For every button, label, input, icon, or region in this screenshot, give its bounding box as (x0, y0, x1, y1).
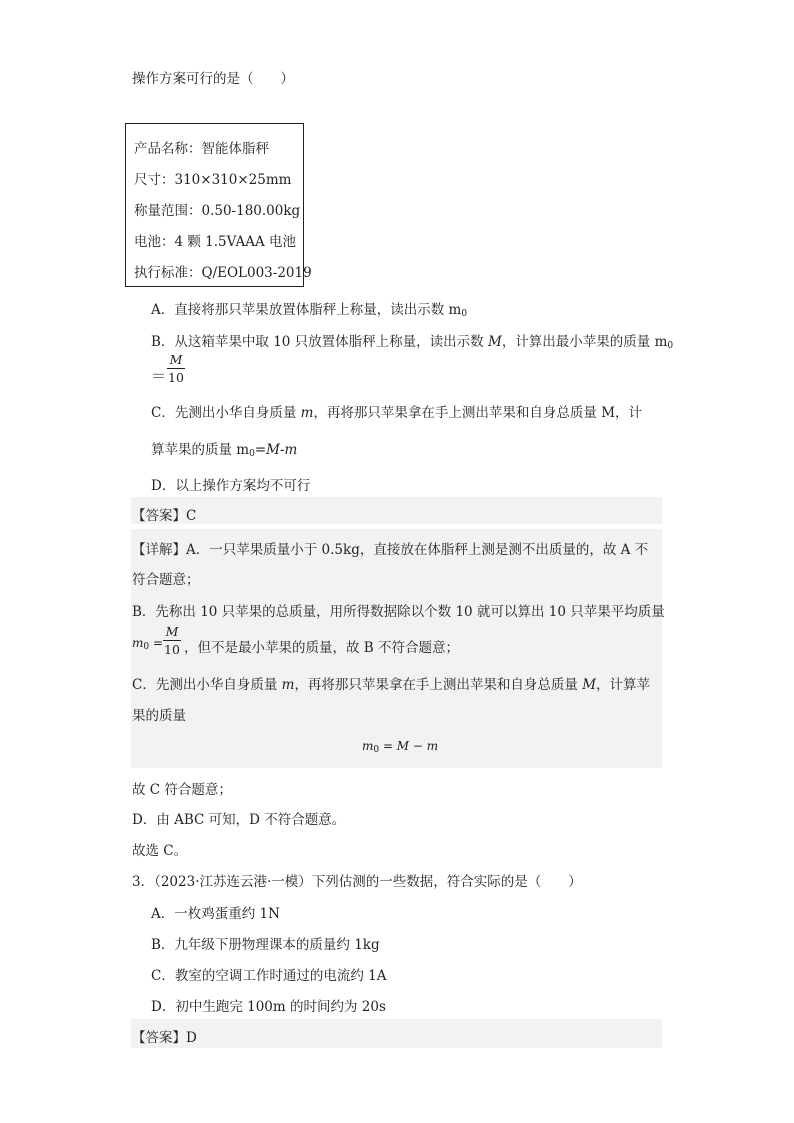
detail-line-3: B．先称出 10 只苹果的总质量，用所得数据除以个数 10 就可以算出 10 只苹果平均质量 (132, 604, 665, 620)
option-c2-sub: 0 (249, 449, 255, 459)
product-spec-box (125, 123, 312, 287)
spec-line-standard: 执行标准：Q/EOL003-2019 (134, 265, 312, 281)
q3-stem: 3．（2023·江苏连云港·一模）下列估测的一些数据，符合实际的是（ ） (132, 874, 582, 890)
detail-eq-rest: = M − m (379, 739, 439, 753)
option-a-text: A．直接将那只苹果放置体脂秤上称量，读出示数 m (151, 302, 462, 318)
option-b-fraction-num: M (169, 352, 183, 367)
option-c2-eq: = (254, 442, 267, 458)
detail-line-4-end: ，但不是最小苹果的质量，故 B 不符合题意； (184, 640, 460, 656)
detail-fraction-bar (163, 640, 181, 641)
option-b-var: M (487, 334, 502, 350)
q3-option-a: A．一枚鸡蛋重约 1N (151, 906, 280, 922)
detail-fraction (163, 624, 181, 657)
detail-l5-var2: M (582, 677, 597, 693)
question-intro: 操作方案可行的是（ ） (132, 71, 294, 87)
detail-l4-eq: = (149, 636, 163, 650)
option-b-end: ，计算出最小苹果的质量 m (501, 334, 668, 350)
q3-option-b: B．九年级下册物理课本的质量约 1kg (151, 937, 380, 953)
detail-l5-text: C．先测出小华自身质量 (132, 677, 282, 693)
option-c-end: ，再将那只苹果拿在手上测出苹果和自身总质量 M，计 (313, 405, 643, 421)
conclusion-d: D．由 ABC 可知，D 不符合题意。 (132, 812, 346, 828)
detail-l4-sub: 0 (143, 642, 150, 652)
option-d: D．以上操作方案均不可行 (151, 478, 311, 494)
option-c2-expr: M-m (266, 442, 298, 458)
option-a (151, 298, 467, 319)
spec-line-size: 尺寸：310×310×25mm (134, 172, 292, 188)
detail-line-1: 【详解】A．一只苹果质量小于 0.5kg，直接放在体脂秤上测是测不出质量的，故 A 不 (132, 542, 649, 558)
spec-line-battery: 电池：4 颗 1.5VAAA 电池 (134, 234, 297, 250)
conclusion-choose: 故选 C。 (132, 843, 188, 859)
option-a-sub: 0 (461, 309, 468, 319)
option-c-line2 (151, 438, 297, 459)
option-b-fraction-bar (167, 368, 185, 369)
option-c2-text: 算苹果的质量 m (151, 442, 250, 458)
detail-l5-var: m (281, 677, 295, 693)
option-c-var: m (300, 405, 314, 421)
option-c-line1 (151, 401, 642, 421)
option-b-fraction (167, 352, 185, 385)
detail-line-5 (132, 673, 650, 693)
option-b-sub: 0 (667, 341, 674, 351)
q3-option-d: D．初中生跑完 100m 的时间约为 20s (151, 999, 386, 1015)
spec-line-range: 称量范围：0.50-180.00kg (134, 203, 301, 219)
option-b-text: B．从这箱苹果中取 10 只放置体脂秤上称量，读出示数 (151, 334, 488, 350)
detail-fraction-num: M (165, 624, 179, 639)
option-b-fraction-den: 10 (168, 370, 184, 385)
answer-1: 【答案】C (132, 508, 197, 524)
q3-answer-shade (131, 1019, 662, 1048)
detail-l4-var: m (132, 636, 144, 650)
detail-line-6: 果的质量 (132, 708, 186, 724)
detail-line-4 (132, 636, 163, 652)
conclusion-c: 故 C 符合题意； (132, 782, 232, 798)
option-b-eq: ＝ (151, 367, 167, 385)
answer-shade (131, 497, 662, 524)
spec-line-name: 产品名称：智能体脂秤 (134, 141, 269, 157)
q3-answer: 【答案】D (132, 1030, 197, 1046)
detail-l5-end: ，计算苹 (596, 677, 651, 693)
option-b (151, 330, 673, 351)
detail-eq-var: m (362, 739, 374, 753)
detail-l5-mid: ，再将那只苹果拿在手上测出苹果和自身总质量 (294, 677, 583, 693)
detail-line-2: 符合题意； (132, 572, 200, 588)
option-c-text: C．先测出小华自身质量 (151, 405, 301, 421)
detail-equation (362, 739, 438, 755)
q3-option-c: C．教室的空调工作时通过的电流约 1A (151, 968, 387, 984)
detail-fraction-den: 10 (164, 642, 180, 657)
detail-eq-sub: 0 (373, 745, 380, 755)
